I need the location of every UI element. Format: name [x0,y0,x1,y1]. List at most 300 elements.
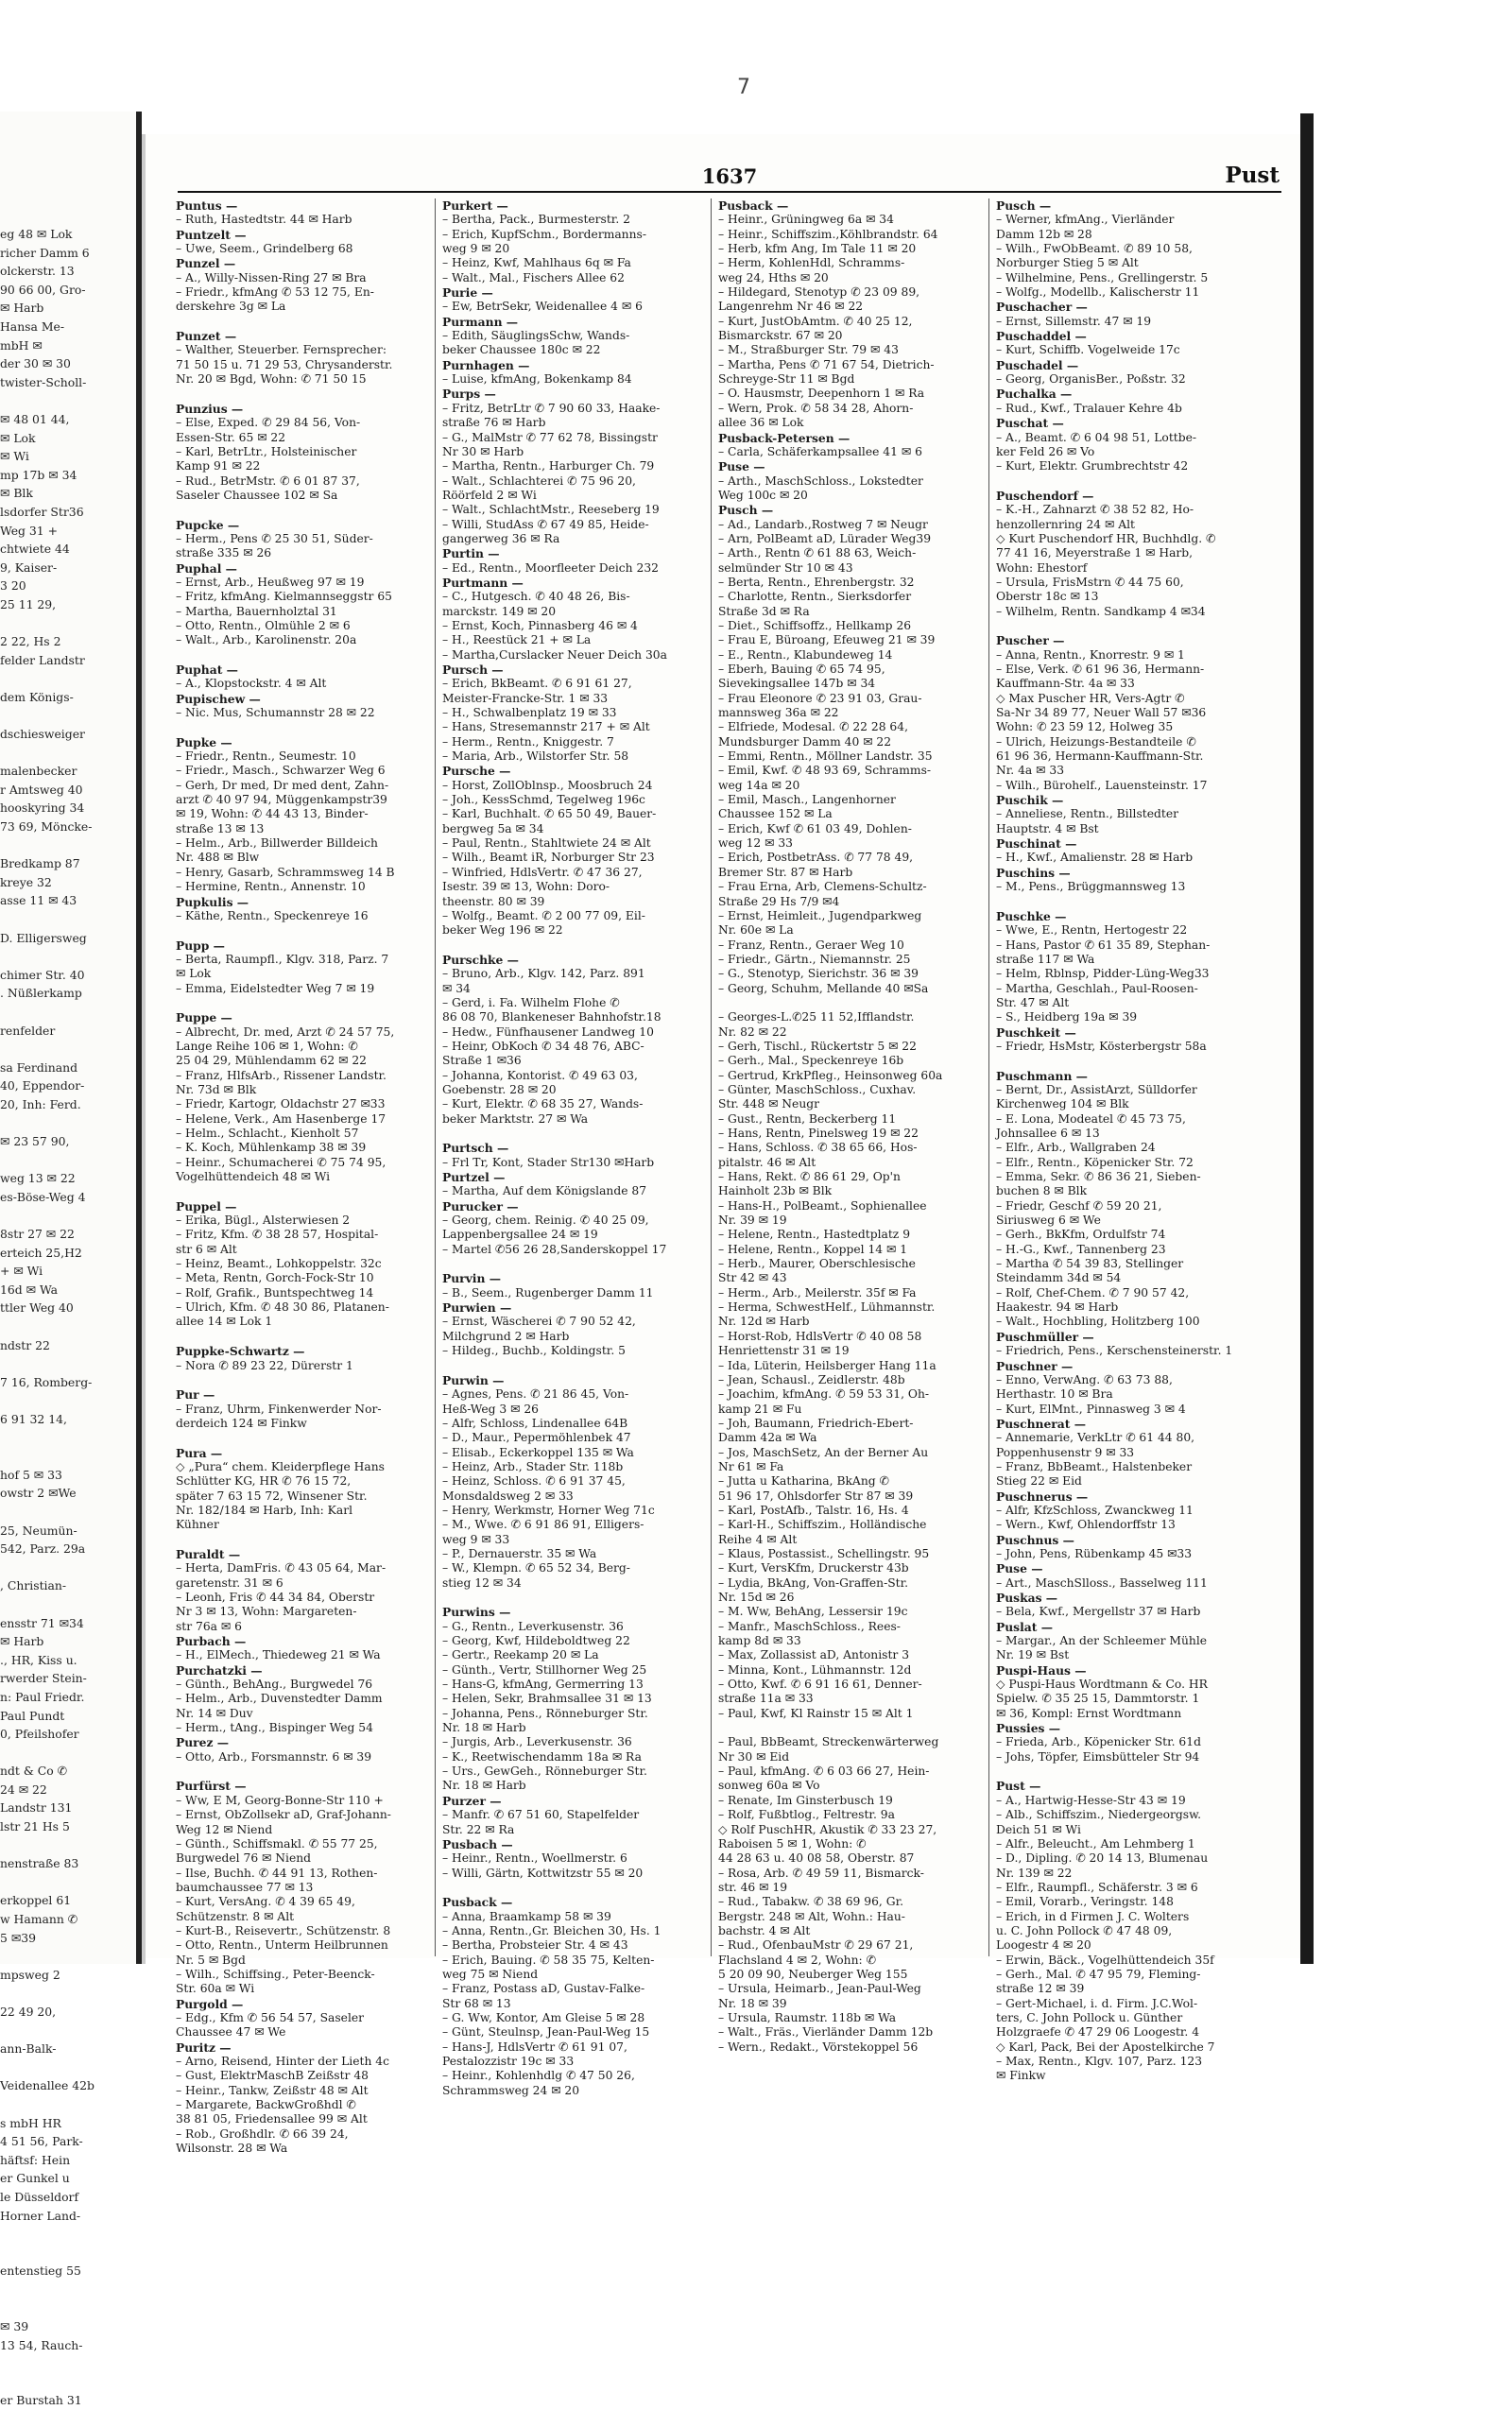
directory-line: straße 13 ✉ 13 [176,821,265,835]
directory-line: Nr. 73d ✉ Blk [176,1082,257,1096]
left-page-line: ., HR, Kiss u. [0,1652,77,1667]
directory-line: Str. 60a ✉ Wi [176,1982,255,1996]
directory-line: – Gerh, Dr med, Dr med dent, Zahn- [176,778,389,792]
directory-line: – P., Dernauerstr. 35 ✉ Wa [442,1546,597,1560]
directory-line: – Kurt, Elektr. Grumbrechtstr 42 [996,459,1189,473]
left-page-line [0,2281,136,2299]
directory-line: – Franz, Postass aD, Gustav-Falke- [442,1982,645,1996]
surname-heading: Puppe — [176,1010,232,1025]
directory-line: ✉ 36, Kompl: Ernst Wordtmann [996,1706,1182,1720]
directory-line: str. 46 ✉ 19 [718,1880,788,1894]
directory-line: – Karl, BetrLtr., Holsteinischer [176,444,357,458]
left-page-line: kreye 32 [0,874,52,889]
directory-line: – Else, Verk. ✆ 61 96 36, Hermann- [996,663,1205,676]
directory-line: – K. Koch, Mühlenkamp 38 ✉ 39 [176,1141,367,1155]
left-page-line: felder Landstr [0,652,85,667]
directory-line: – Wwe, E., Rentn, Hertogestr 22 [996,923,1188,938]
directory-line: Essen-Str. 65 ✉ 22 [176,430,286,444]
directory-line: – Edith, SäuglingsSchw, Wands- [442,329,630,343]
directory-line [996,895,1274,909]
directory-line: – A., Beamt. ✆ 6 04 98 51, Lottbe- [996,430,1197,444]
surname-heading: Puschke — [996,908,1067,923]
directory-line: – Wolfg., Beamt. ✆ 2 00 77 09, Eil- [442,908,645,922]
directory-line: – Horst, ZollOblnsp., Moosbruch 24 [442,778,653,792]
directory-line: – Helen, Sekr, Brahmsallee 31 ✉ 13 [442,1692,652,1706]
directory-line: – M., Straßburger Str. 79 ✉ 43 [718,343,899,357]
directory-line: – Elfr., Rentn., Köpenicker Str. 72 [996,1155,1194,1169]
directory-line: – Franz, HlfsArb., Rissener Landstr. [176,1068,387,1082]
directory-line: – Erich, BkBeamt. ✆ 6 91 61 27, [442,677,632,691]
directory-line: – Annemarie, VerkLtr ✆ 61 44 80, [996,1431,1195,1445]
directory-line: – Arth., MaschSchloss., Lokstedter [718,473,923,488]
directory-line: – Georg, Schuhm, Mellande 40 ✉Sa [718,981,929,995]
directory-line: – Johs, Töpfer, Eimsbütteler Str 94 [996,1749,1200,1764]
directory-line: Nr. 60e ✉ La [718,923,794,938]
directory-line: – Frau Eleonore ✆ 23 91 03, Grau- [718,691,922,705]
directory-line: Wohn: ✆ 23 59 12, Holweg 35 [996,720,1174,734]
surname-heading: Pusbach — [442,1836,513,1851]
directory-line: – Gerh., Mal. ✆ 47 95 79, Fleming- [996,1967,1201,1981]
directory-line: – Jean, Schausl., Zeidlerstr. 48b [718,1372,905,1386]
left-page-line [0,1003,136,1022]
left-page-line [0,1206,136,1225]
directory-line: – Martha, Auf dem Königslande 87 [442,1184,647,1198]
directory-line: – Enno, VerwAng. ✆ 63 73 88, [996,1372,1173,1386]
directory-line: – Leonh, Fris ✆ 44 34 84, Oberstr [176,1591,375,1604]
directory-line: – Arn, PolBeamt aD, Lürader Weg39 [718,531,932,545]
directory-line [442,1359,705,1373]
directory-line: Straße 3d ✉ Ra [718,604,810,618]
directory-line: weg 75 ✉ Niend [442,1967,539,1981]
directory-line: – Heinz, Schloss. ✆ 6 91 37 45, [442,1474,626,1489]
left-page-line: s mbH HR [0,2115,61,2130]
directory-line: – Franz, BbBeamt., Halstenbeker [996,1459,1193,1473]
directory-line: – Albrecht, Dr. med, Arzt ✆ 24 57 75, [176,1024,395,1039]
directory-line: 61 96 36, Hermann-Kauffmann-Str. [996,749,1204,764]
left-page-line: ✉ Lok [0,430,36,445]
directory-line: Nr 30 ✉ Harb [442,444,524,458]
directory-line: Schlütter KG, HR ✆ 76 15 72, [176,1474,352,1489]
directory-line: – Margarete, BackwGroßhdl ✆ [176,2098,356,2112]
column-1 [176,198,429,2156]
directory-line: – Erich, Kwf ✆ 61 03 49, Dohlen- [718,821,912,835]
directory-line: – Walt., Schlachterei ✆ 75 96 20, [442,473,636,488]
directory-line: – Johanna, Kontorist. ✆ 49 63 03, [442,1068,638,1082]
left-page-line: ndt & Co ✆ [0,1764,68,1779]
directory-line: – Ernst, Sillemstr. 47 ✉ 19 [996,314,1152,328]
directory-line [442,1591,705,1605]
directory-line: – Wolfg., Modellb., Kalischerstr 11 [996,285,1200,300]
directory-line: Str. 448 ✉ Neugr [718,1097,820,1111]
left-page-line: erkoppel 61 [0,1893,72,1908]
directory-line: weg 24, Hths ✉ 20 [718,270,829,284]
left-page-line [0,1040,136,1059]
directory-line: – Helene, Rentn., Hastedtplatz 9 [718,1228,911,1242]
page-number: 1637 [701,164,758,188]
directory-line: – H., Reestück 21 + ✉ La [442,633,592,647]
directory-line [176,1184,429,1198]
directory-line: – Luise, kfmAng, Bokenkamp 84 [442,372,632,387]
directory-line [718,1721,983,1735]
surname-heading: Puritz — [176,2040,232,2055]
directory-line: Spielw. ✆ 35 25 15, Dammtorstr. 1 [996,1692,1200,1706]
directory-line: – Karl, Buchhalt. ✆ 65 50 49, Bauer- [442,807,657,821]
left-page-line: 22 49 20, [0,2005,57,2019]
left-page-line: 90 66 00, Gro- [0,282,86,297]
directory-line: – Bela, Kwf., Mergellstr 37 ✉ Harb [996,1605,1201,1619]
directory-line: allee 36 ✉ Lok [718,416,804,430]
directory-line: Schreyge-Str 11 ✉ Bgd [718,372,855,387]
left-page-line: 0, Pfeilshofer [0,1727,79,1742]
surname-heading: Puse — [718,459,765,474]
directory-line: Str 42 ✉ 43 [718,1271,787,1285]
directory-line: bergweg 5a ✉ 34 [442,821,544,835]
column-divider [435,198,436,1956]
surname-heading: Purchatzki — [176,1662,263,1678]
left-page-line: dschiesweiger [0,727,85,742]
left-page-line: 20, Inh: Ferd. [0,1096,81,1111]
directory-line: – Hermine, Rentn., Annenstr. 10 [176,880,366,894]
left-page-line: ttler Weg 40 [0,1300,74,1316]
surname-heading: Pusch — [718,503,774,518]
directory-line: – Gerh., Mal., Speckenreye 16b [718,1054,904,1068]
directory-line: 44 28 63 u. 40 08 58, Oberstr. 87 [718,1851,915,1866]
directory-line: – Heinz, Beamt., Lohkoppelstr. 32c [176,1257,382,1271]
directory-line: ker Feld 26 ✉ Vo [996,444,1095,458]
page-header [178,164,1281,193]
directory-line: – Gertrud, KrkPfleg., Heinsonweg 60a [718,1068,943,1082]
directory-line: stieg 12 ✉ 34 [442,1575,522,1590]
surname-heading: Puschmann — [996,1068,1088,1083]
directory-line: gangerweg 36 ✉ Ra [442,531,560,545]
directory-line: kamp 8d ✉ 33 [718,1634,801,1648]
directory-line: – Käthe, Rentn., Speckenreye 16 [176,908,369,922]
directory-line: – W., Klempn. ✆ 65 52 34, Berg- [442,1561,630,1575]
directory-line: – Walt., Mal., Fischers Allee 62 [442,270,625,284]
surname-heading: Pusch — [996,198,1052,213]
directory-line: ◇ Rolf PuschHR, Akustik ✆ 33 23 27, [718,1822,937,1836]
directory-line: – Hildegard, Stenotyp ✆ 23 09 89, [718,285,920,300]
column-divider [988,198,989,1956]
left-page-line: 16d ✉ Wa [0,1282,59,1297]
left-page-line: mbH ✉ [0,337,43,353]
directory-line: – Elfr., Arb., Wallgraben 24 [996,1141,1156,1155]
directory-line: – Karl-H., Schiffszim., Holländische [718,1518,927,1532]
left-page-line [0,2299,136,2318]
directory-line: – Franz, Uhrm, Finkenwerder Nor- [176,1402,382,1416]
directory-line: Kamp 91 ✉ 22 [176,459,261,473]
directory-line: Nr. 12d ✉ Harb [718,1315,810,1329]
surname-heading: Pusback — [718,198,789,213]
directory-line: – Wilhelm, Rentn. Sandkamp 4 ✉34 [996,604,1206,618]
directory-line: – K., Reetwischendamm 18a ✉ Ra [442,1749,642,1764]
directory-line: – Max, Rentn., Klgv. 107, Parz. 123 [996,2055,1203,2068]
directory-line: – Martha, Bauernholztal 31 [176,604,337,618]
directory-line: – Hans, Rekt. ✆ 86 61 29, Op'n [718,1170,901,1184]
directory-line: – E. Lona, Modeatel ✆ 45 73 75, [996,1111,1186,1126]
directory-line [996,1764,1274,1779]
directory-line: – Hans-G, kfmAng, Germerring 13 [442,1678,644,1692]
directory-line: 51 96 17, Ohlsdorfer Str 87 ✉ 39 [718,1489,914,1503]
directory-line [176,315,429,329]
directory-line: weg 12 ✉ 33 [718,836,793,851]
directory-line: – Rolf, Fußbtlog., Feltrestr. 9a [718,1808,895,1822]
directory-line: – Friedr, Kartogr, Oldachstr 27 ✉33 [176,1097,386,1111]
left-page-line: 13 54, Rauch- [0,2337,83,2352]
left-page-line: asse 11 ✉ 43 [0,893,77,908]
directory-line: – Herb., Maurer, Oberschlesische [718,1257,916,1271]
directory-line: Herthastr. 10 ✉ Bra [996,1387,1113,1402]
left-page-line [0,391,136,410]
directory-line: – Günth., BehAng., Burgwedel 76 [176,1678,373,1692]
directory-line: – Martel ✆56 26 28,Sanderskoppel 17 [442,1242,667,1256]
surname-heading: Purfürst — [176,1779,247,1794]
directory-line: – Willi, Gärtn, Kottwitzstr 55 ✉ 20 [442,1866,644,1880]
left-page-line: ✉ Harb [0,301,44,316]
surname-heading: Puslat — [996,1619,1054,1634]
directory-line: – Fritz, BetrLtr ✆ 7 90 60 33, Haake- [442,401,661,415]
left-page-line: ✉ 23 57 90, [0,1134,70,1149]
directory-line [176,1431,429,1445]
directory-line: – Arno, Reisend, Hinter der Lieth 4c [176,2055,389,2068]
surname-heading: Punzius — [176,401,244,416]
surname-heading: Purvin — [442,1271,502,1286]
directory-line: – Hedw., Fünfhausener Landweg 10 [442,1024,654,1039]
directory-line: Vogelhüttendeich 48 ✉ Wi [176,1170,331,1184]
directory-line: Nr 61 ✉ Fa [718,1459,784,1473]
left-page-line: 6 91 32 14, [0,1412,67,1426]
left-page-line [0,910,136,929]
directory-line: – M., Wwe. ✆ 6 91 86 91, Elligers- [442,1518,644,1532]
directory-line: Lappenbergsallee 24 ✉ 19 [442,1228,598,1242]
directory-line: – Martha, Geschlah., Paul-Roosen- [996,981,1198,995]
directory-line: derskehre 3g ✉ La [176,300,286,314]
column-2 [442,198,705,2097]
directory-line: u. C. John Pollock ✆ 47 48 09, [996,1923,1173,1937]
directory-line: – Emmi, Rentn., Möllner Landstr. 35 [718,749,933,764]
left-page-line: 25 11 29, [0,596,57,611]
surname-heading: Puschner — [996,1358,1074,1373]
left-page-line: er Burstah 31 [0,2393,82,2408]
surname-heading: Purez — [176,1735,230,1750]
directory-line: Flachsland 4 ✉ 2, Wohn: ✆ [718,1953,876,1967]
left-page-line [0,2225,136,2244]
left-page-line: 4 51 56, Park- [0,2134,83,2149]
directory-line: – Johanna, Pens., Rönneburger Str. [442,1706,648,1720]
directory-line: beker Weg 196 ✉ 22 [442,923,563,938]
directory-line: – Hildeg., Buchb., Koldingstr. 5 [442,1344,626,1358]
surname-heading: Purnhagen — [442,357,530,372]
directory-line: marckstr. 149 ✉ 20 [442,604,557,618]
surname-heading: Pupkulis — [176,894,249,909]
directory-line [176,503,429,517]
directory-line: selmünder Str 10 ✉ 43 [718,560,853,575]
surname-heading: Puschmüller — [996,1329,1094,1344]
directory-line: Nr. 19 ✉ Bst [996,1648,1070,1662]
directory-line: – H.-G., Kwf., Tannenberg 23 [996,1242,1166,1256]
directory-line: Stieg 22 ✉ Eid [996,1474,1082,1489]
left-page-line: mp 17b ✉ 34 [0,467,77,482]
directory-line: – Gerh., BkKfm, Ordulfstr 74 [996,1228,1166,1242]
directory-line: – Friedrich, Pens., Kerschensteinerstr. 1 [996,1344,1233,1358]
surname-heading: Puphal — [176,560,237,576]
left-page-line: Weg 31 + [0,523,59,538]
directory-line: – Erwin, Bäck., Vogelhüttendeich 35f [996,1953,1214,1967]
left-page-line: rwerder Stein- [0,1671,87,1686]
directory-line: – Helm, Rblnsp, Pidder-Lüng-Weg33 [996,967,1210,981]
directory-line: Norburger Stieg 5 ✉ Alt [996,256,1139,270]
directory-line: Damm 12b ✉ 28 [996,227,1092,241]
directory-line: baumchaussee 77 ✉ 13 [176,1880,314,1894]
directory-line: Mundsburger Damm 40 ✉ 22 [718,734,892,749]
directory-line: – Gust., Rentn, Beckerberg 11 [718,1111,897,1126]
directory-line: Damm 42a ✉ Wa [718,1431,817,1445]
directory-line: – Heinr., Grüningweg 6a ✉ 34 [718,213,894,227]
left-page-line: eg 48 ✉ Lok [0,227,73,241]
directory-line [996,619,1274,633]
directory-line: – Gerd, i. Fa. Wilhelm Flohe ✆ [442,995,620,1009]
directory-line: Straße 29 Hs 7/9 ✉4 [718,894,840,908]
directory-line: sonweg 60a ✉ Vo [718,1779,820,1793]
directory-line: – Wilh., Bürohelf., Lauensteinstr. 17 [996,778,1208,792]
left-page-line: Landstr 131 [0,1800,73,1816]
directory-line: – A., Klopstockstr. 4 ✉ Alt [176,677,327,691]
directory-line: – Elfriede, Modesal. ✆ 22 28 64, [718,720,908,734]
left-page-line: D. Elligersweg [0,930,87,945]
directory-line: – Rud., Kwf., Tralauer Kehre 4b [996,401,1182,415]
directory-line: Poppenhusenstr 9 ✉ 33 [996,1445,1135,1459]
surname-heading: Purie — [442,285,493,301]
surname-heading: Punzel — [176,256,236,271]
directory-line: – H., Kwf., Amalienstr. 28 ✉ Harb [996,851,1194,865]
surname-heading: Purucker — [442,1198,519,1214]
directory-line: – Paul, BbBeamt, Streckenwärterweg [718,1735,939,1749]
surname-heading: Puntus — [176,198,238,213]
left-page-line: olckerstr. 13 [0,264,75,279]
directory-line: – Alb., Schiffszim., Niedergeorgsw. [996,1808,1202,1822]
left-page-line: Hansa Me- [0,318,65,334]
directory-line: – Emil, Vorarb., Veringstr. 148 [996,1895,1174,1909]
directory-line: – Anna, Braamkamp 58 ✉ 39 [442,1909,611,1923]
directory-line: – Martha, Pens ✆ 71 67 54, Dietrich- [718,357,935,371]
directory-line: derdeich 124 ✉ Finkw [176,1416,307,1430]
directory-line: – Hans-J, HdlsVertr ✆ 61 91 07, [442,2040,627,2054]
directory-line [718,996,983,1010]
surname-heading: Puskas — [996,1591,1058,1605]
directory-line: – Herm., Pens ✆ 25 30 51, Süder- [176,531,373,545]
left-page-line: w Hamann ✆ [0,1912,78,1927]
directory-line: ✉ 19, Wohn: ✆ 44 43 13, Binder- [176,807,369,821]
directory-line: – Walt., Arb., Karolinenstr. 20a [176,633,357,647]
left-page-line: ndstr 22 [0,1337,50,1352]
directory-line: ✉ 34 [442,981,471,995]
directory-line: – Günth., Vertr, Stillhorner Weg 25 [442,1662,647,1677]
surname-heading: Pusback — [442,1895,513,1910]
directory-line: – Alfr, KfzSchloss, Zwanckweg 11 [996,1503,1194,1517]
directory-line: – Helene, Verk., Am Hasenberge 17 [176,1111,387,1126]
left-page-line: 73 69, Möncke- [0,819,93,834]
directory-line: henzollernring 24 ✉ Alt [996,517,1135,531]
left-page-line [0,1317,136,1336]
directory-line: Nr. 139 ✉ 22 [996,1866,1073,1880]
surname-heading: Puschins — [996,865,1071,880]
directory-line [176,387,429,401]
left-page-line: 9, Kaiser- [0,559,58,575]
directory-line [176,720,429,734]
directory-line: – Art., MaschSlloss., Basselweg 111 [996,1575,1208,1590]
surname-heading: Purtsch — [442,1141,509,1156]
directory-line: Heß-Weg 3 ✉ 26 [442,1402,539,1416]
directory-line: – Wilhelmine, Pens., Grellingerstr. 5 [996,270,1209,284]
directory-line: Str. 47 ✉ Alt [996,995,1070,1009]
directory-line: Nr. 20 ✉ Bgd, Wohn: ✆ 71 50 15 [176,372,367,387]
left-page-text [0,112,136,2410]
surname-heading: Puschadel — [996,357,1079,372]
directory-line: weg 9 ✉ 33 [442,1532,510,1546]
directory-line: – Ursula, Raumstr. 118b ✉ Wa [718,2010,897,2024]
directory-line: – Ernst, Arb., Heußweg 97 ✉ 19 [176,575,365,589]
directory-line: – K.-H., Zahnarzt ✆ 38 52 82, Ho- [996,503,1194,517]
directory-line: – Margar., An der Schleemer Mühle [996,1634,1208,1648]
left-page-line [0,2373,136,2392]
surname-heading: Purwien — [442,1300,512,1316]
directory-line: – Werner, kfmAng., Vierländer [996,213,1175,227]
directory-line: – Kurt-B., Reisevertr., Schützenstr. 8 [176,1923,391,1937]
directory-line: – Ilse, Buchh. ✆ 44 91 13, Rothen- [176,1866,378,1880]
directory-line: – Nora ✆ 89 23 22, Dürerstr 1 [176,1358,353,1372]
directory-line: – Winfried, HdlsVertr. ✆ 47 36 27, [442,865,643,879]
directory-line: Johnsallee 6 ✉ 13 [996,1127,1100,1140]
directory-line: – Bruno, Arb., Klgv. 142, Parz. 891 [442,967,645,981]
left-page-line: lsdorfer Str36 [0,504,84,519]
surname-heading: Puschinat — [996,836,1077,852]
directory-line: – Joachim, kfmAng. ✆ 59 53 31, Oh- [718,1387,930,1402]
directory-line: – Georg, Kwf, Hildeboldtweg 22 [442,1634,630,1648]
directory-line: – M. Ww, BehAng, Lessersir 19c [718,1605,908,1619]
directory-line: – Herma, SchwestHelf., Lühmannstr. [718,1300,936,1315]
directory-line: – Klaus, Postassist., Schellingstr. 95 [718,1546,930,1560]
directory-line: – Martha, Rentn., Harburger Ch. 79 [442,459,655,473]
directory-line: Bergstr. 248 ✉ Alt, Wohn.: Hau- [718,1909,905,1923]
directory-line: – Heinz, Arb., Stader Str. 118b [442,1459,624,1473]
surname-heading: Puschat — [996,416,1064,431]
directory-line: – C., Hutgesch. ✆ 40 48 26, Bis- [442,590,630,604]
directory-line: – Erich, Bauing. ✆ 58 35 75, Kelten- [442,1953,655,1967]
left-page-line: chtwiete 44 [0,542,70,557]
directory-line: – Renate, Im Ginsterbusch 19 [718,1793,893,1807]
directory-line: – Martha,Curslacker Neuer Deich 30a [442,647,667,662]
directory-line: – Friedr., kfmAng ✆ 53 12 75, En- [176,285,374,300]
directory-line: – Wilh., FwObBeamt. ✆ 89 10 58, [996,242,1193,256]
directory-line [176,923,429,938]
left-page-line: malenbecker [0,764,77,779]
directory-line: – Hans, Rentn, Pinelsweg 19 ✉ 22 [718,1127,919,1140]
directory-line [176,1373,429,1387]
left-page-line: 8str 27 ✉ 22 [0,1227,75,1242]
surname-heading: Pusback-Petersen — [718,430,850,445]
directory-line: – Agnes, Pens. ✆ 21 86 45, Von- [442,1387,629,1402]
directory-line: – Joh., KessSchmd, Tegelweg 196c [442,793,645,807]
directory-line: – Ew, BetrSekr, Weidenallee 4 ✉ 6 [442,300,643,314]
directory-line: – Else, Exped. ✆ 29 84 56, Von- [176,416,361,430]
left-page-line: hof 5 ✉ 33 [0,1467,62,1482]
directory-line [176,996,429,1010]
directory-line: straße 12 ✉ 39 [996,1982,1085,1996]
directory-line: Monsdaldsweg 2 ✉ 33 [442,1489,574,1503]
directory-line: – Otto, Kwf. ✆ 6 91 16 61, Denner- [718,1678,922,1692]
directory-line: – Alfr, Schloss, Lindenallee 64B [442,1416,628,1430]
surname-heading: Purkert — [442,198,508,213]
